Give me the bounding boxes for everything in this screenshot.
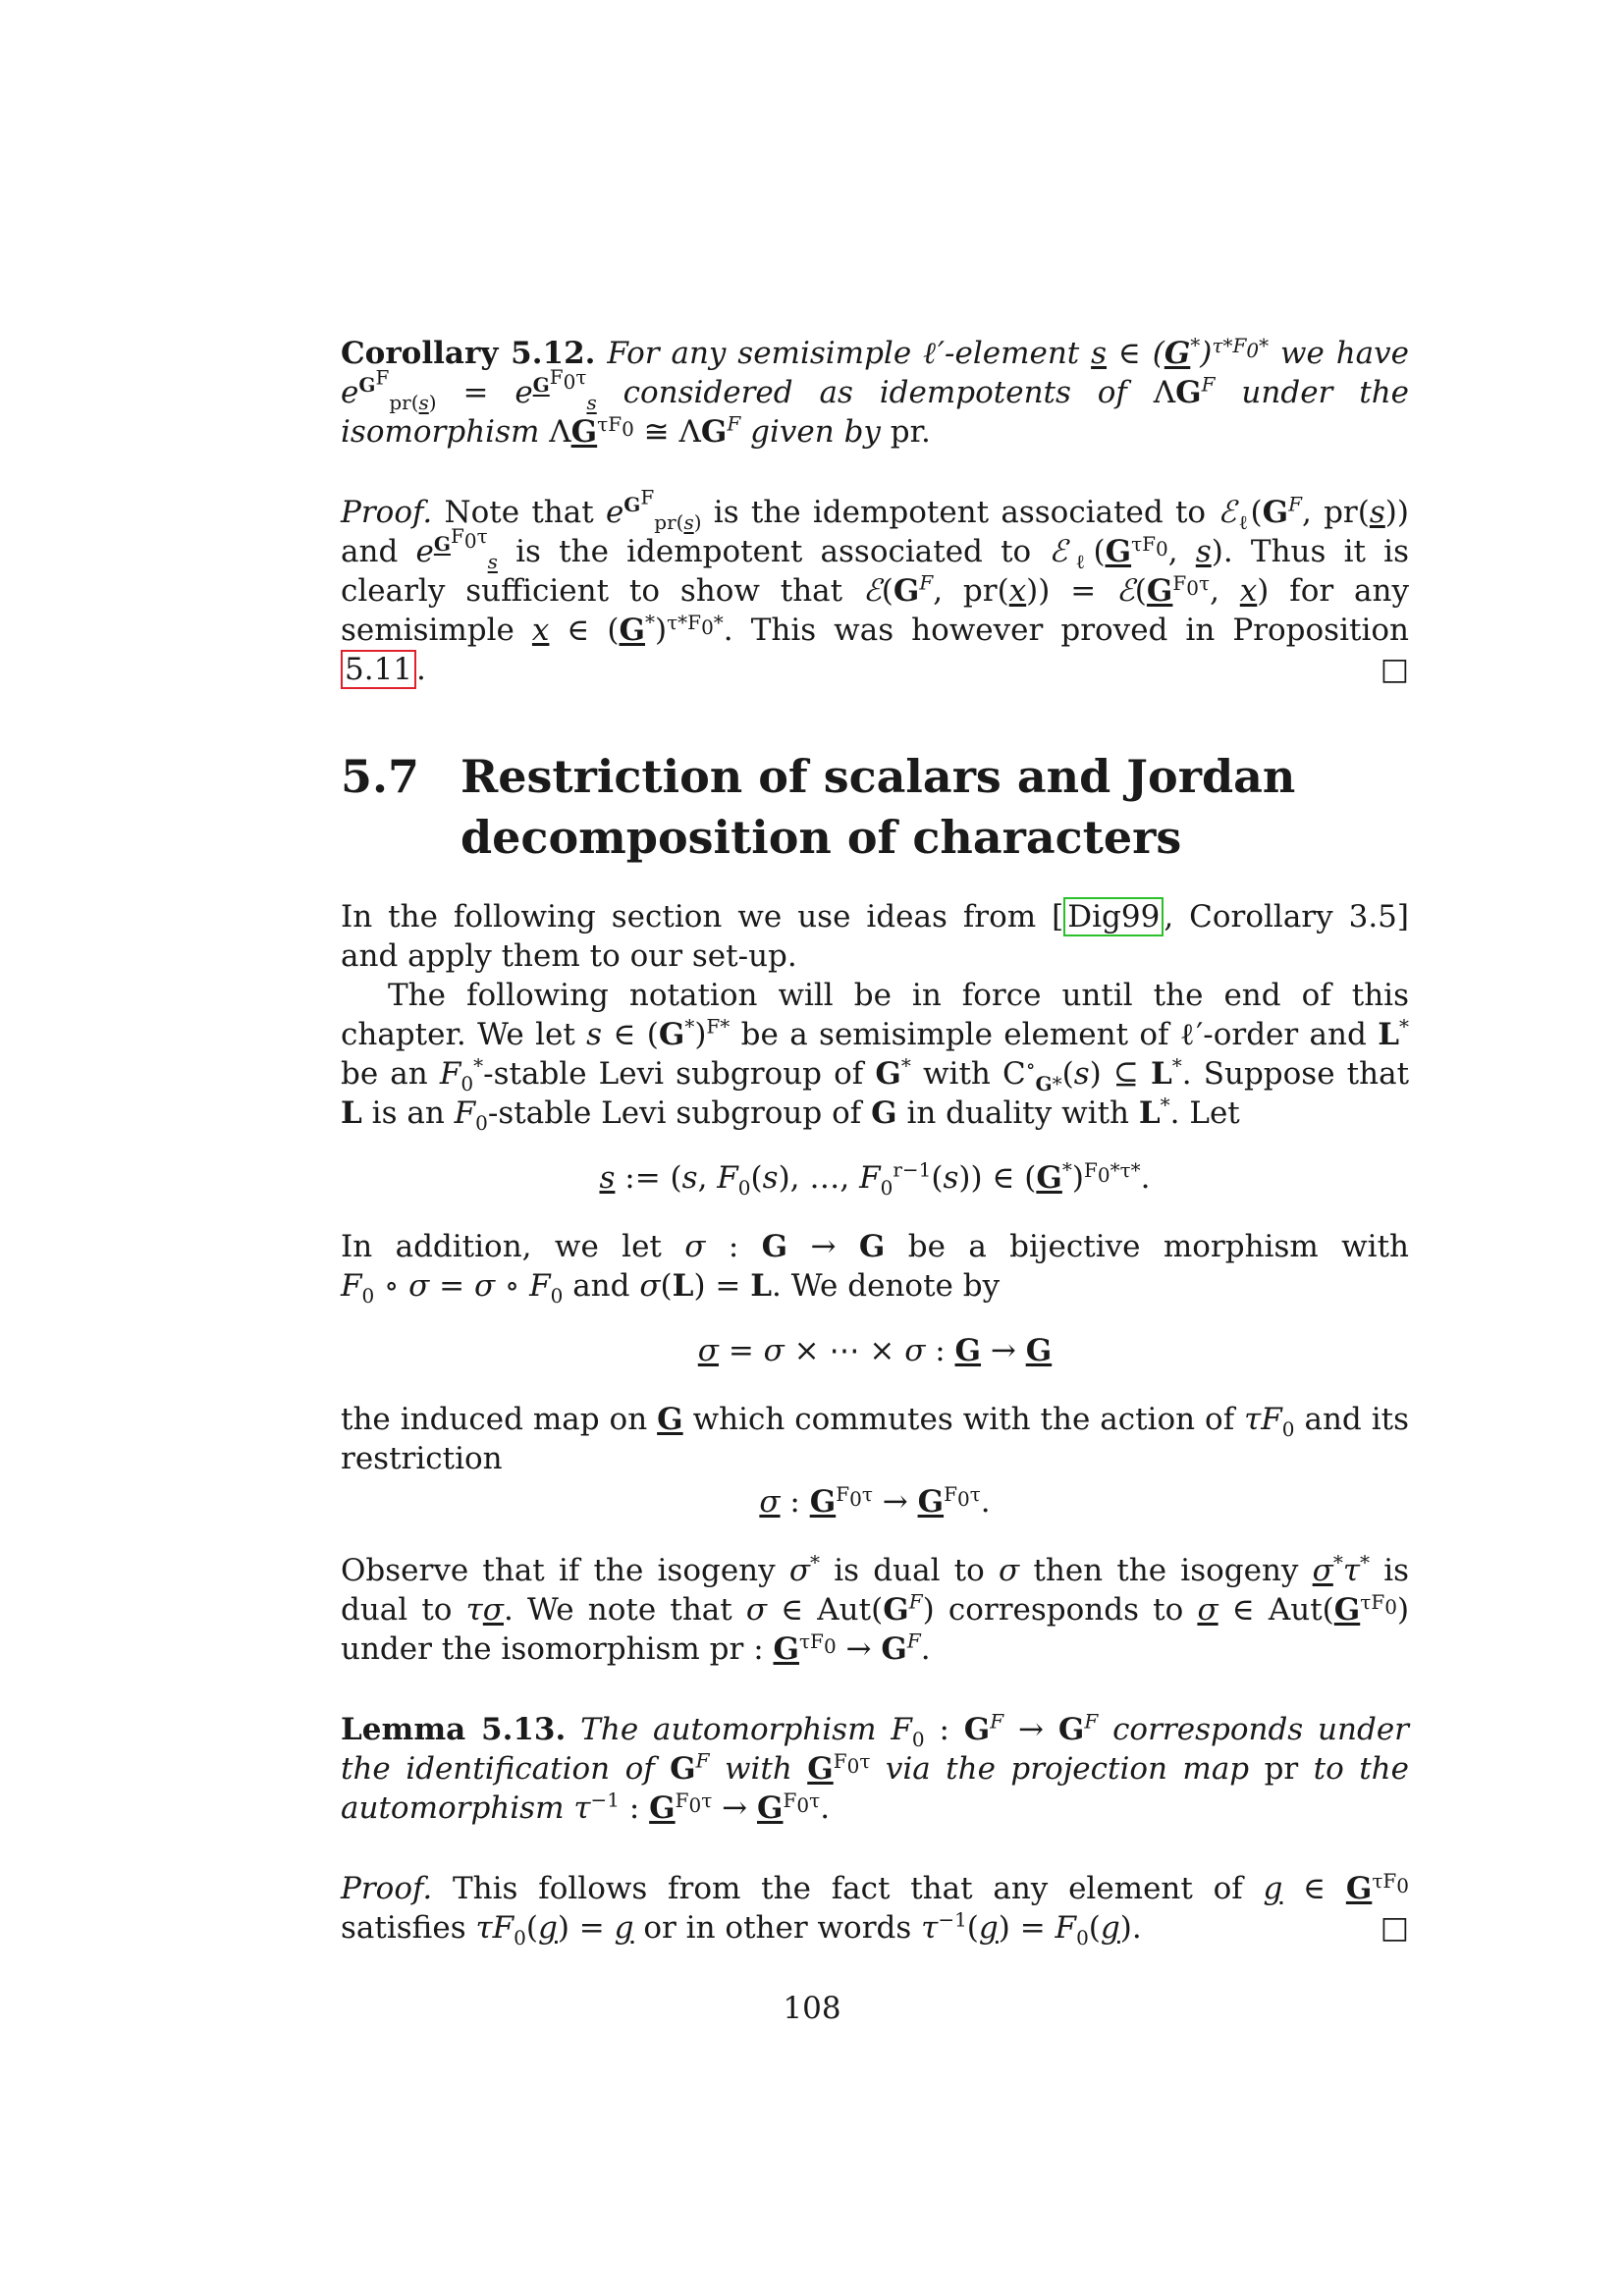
proposition-ref-link[interactable]: 5.11 [341, 650, 416, 689]
lemma-label: Lemma 5.13. [341, 1712, 567, 1747]
induced-map-paragraph: the induced map on G which commutes with the action of $\tau F_0$ and its restriction [341, 1402, 1409, 1476]
page-content [341, 334, 1409, 1948]
isogeny-paragraph: Observe that if the isogeny σ* is dual to σ then the isogeny σ*τ* is dual to τσ. We note that σ ∈ $Aut(G^F)$ corresponds to σ ∈ $Aut(G^{\tau F_0})$ under the isomorphism pr : $G^{\tau F_0} \to G^F$. [341, 1550, 1410, 1667]
qed-symbol: □ [1380, 652, 1409, 687]
equation-s: s := (s, $F_0(s)$, …, $F_0^{r-1}(s)$) ∈ $(G^*)^{F_0*\tau*}$. [599, 1157, 1151, 1201]
citation-link[interactable]: Dig99 [1063, 897, 1164, 936]
proof-label: Proof. [341, 495, 433, 530]
equation-restriction: σ : $G^{F_0\tau} \to G^{F_0\tau}$. [759, 1481, 991, 1520]
lemma-5-13: Lemma 5.13. The automorphism $F_0$ : $G^F \to G^F$ corresponds under the identification of $G^F$ with $G^{F_0\tau}$ via the projection map pr to the automorphism $\tau^{-1}$ : $G^{F_0\tau} \to G^{F_0\tau}$. [341, 1709, 1410, 1826]
section-number: 5.7 [341, 750, 420, 803]
corollary-label: Corollary 5.12. [341, 336, 596, 371]
qed-symbol: □ [1380, 1910, 1409, 1946]
notation-paragraph: The following notation will be in force until the end of this chapter. We let s ∈ $(G^*)^{F*}$ be a semisimple element of ℓ′-order and L* be an $F_0^*$-stable Levi subgroup of G* with $C^\circ_{G*}(s)$ ⊆ L*. Suppose that L is an $F_0$-stable Levi subgroup of G in duality with L*. Let [341, 978, 1410, 1136]
section-intro: In the following section we use ideas from [ Dig99 , Corollary 3.5] and apply them to our set-up. [341, 899, 1409, 974]
section-heading [341, 746, 1409, 868]
equation-sigma-product: σ = σ × ⋯ × σ : G → G [697, 1333, 1053, 1368]
page-number: 108 [783, 1991, 841, 2026]
section-title: Restriction of scalars and Jordan decomposition of characters [460, 750, 1296, 864]
proof-lemma: Proof. This follows from the fact that any element of g ∈ $G^{\tau F_0}$ satisfies $\tau F_0(g) = g$ or in other words $\tau^{-1}(g) = F_0(g)$. □ [341, 1868, 1410, 1950]
corollary-5-12: Corollary 5.12. For any semisimple ℓ′-element s ∈ $(G^*)^{\tau*F_0*}$ we have $e^{G^F}_{pr(s)} = e^{G^{F_0\tau}}_s$ considered as idempotents of $\Lambda G^F$ under the isomorphism $\Lambda G^{\tau F_0}$ ≅ $\Lambda G^F$ given by pr. [341, 333, 1410, 450]
sigma-paragraph: In addition, we let σ : G → G be a bijective morphism with $F_0$ ∘ σ = σ ∘ $F_0$ and σ(L) = L. We denote by [341, 1229, 1410, 1308]
proof-corollary: Proof. Note that $e^{G^F}_{pr(s)}$ is the idempotent associated to $ℰ_\ell(G^F$, pr(s)) and $e^{G^{F_0\tau}}_s$ is the idempotent associated to $ℰ_\ell(G^{\tau F_0}$, s). Thus it is clearly sufficient to show that $ℰ(G^F$, $pr(x)) = ℰ(G^{F_0\tau}$, x) for any semisimple x ∈ $(G^*)^{\tau*F_0*}$. This was however proved in Proposition 5.11 . □ [341, 485, 1409, 687]
